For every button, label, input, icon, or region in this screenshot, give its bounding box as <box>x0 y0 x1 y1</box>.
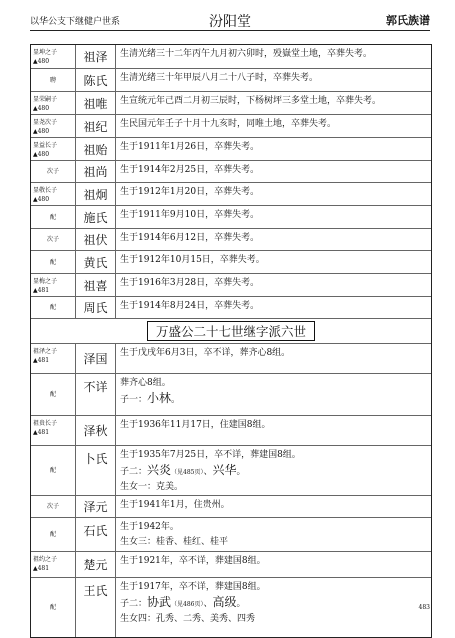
person-name: 不详 <box>76 374 116 415</box>
person-name: 施氏 <box>76 206 116 228</box>
table-row <box>31 250 431 273</box>
person-name: 祖贻 <box>76 138 116 160</box>
bio-cell: 生宣统元年己酉二月初三辰时，下杨树坪三多堂土地，卒葬失考。 <box>120 96 382 106</box>
genealogy-table <box>30 44 432 638</box>
bio-cell: 生于1916年3月28日，卒葬失考。 <box>120 278 260 288</box>
bio-cell: 生于1914年2月25日，卒葬失考。 <box>120 165 260 175</box>
person-name: 祖尚 <box>76 161 116 182</box>
bio-cell: 生于1912年1月20日，卒葬失考。 <box>120 187 260 197</box>
relation-cell: 配 <box>31 251 76 273</box>
table-row <box>31 373 431 415</box>
bio-cell: 生于1935年7月25日，卒不详，葬建国8组。 子二：兴炎（见485页）、兴华。 生女一：克美。 <box>120 450 301 492</box>
header-lineage-title: 以华公支下继健户世系 <box>30 17 121 27</box>
bio-cell: 生于1942年。 生女三：桂香、桂红、桂平 <box>120 522 229 547</box>
relation-cell: 祖约之子 ▲481 <box>31 552 76 577</box>
relation-cell: 显梅之子 ▲481 <box>31 274 76 296</box>
relation-cell: 显荣嗣子 ▲480 <box>31 92 76 114</box>
table-row <box>31 273 431 296</box>
relation-cell: 显敬长子 ▲480 <box>31 183 76 205</box>
bio-cell: 生于1914年6月12日，卒葬失考。 <box>120 233 260 243</box>
person-name: 祖喜 <box>76 274 116 296</box>
person-name: 卜氏 <box>76 446 116 495</box>
relation-cell: 配 <box>31 206 76 228</box>
bio-cell: 生于1914年8月24日，卒葬失考。 <box>120 301 260 311</box>
son-name: 兴华 <box>212 463 237 477</box>
person-name: 泽秋 <box>76 416 116 445</box>
son-name: 协武 <box>147 595 172 609</box>
bio-cell: 生于1936年11月17日，住建国8组。 <box>120 420 271 430</box>
table-row <box>31 205 431 228</box>
table-row <box>31 91 431 114</box>
son-name: 兴炎 <box>147 463 172 477</box>
table-row <box>31 160 431 182</box>
relation-cell: 祖贵长子 ▲481 <box>31 416 76 445</box>
person-name: 楚元 <box>76 552 116 577</box>
generation-banner-text: 万盛公二十七世继字派六世 <box>147 321 315 341</box>
table-row <box>31 445 431 495</box>
page-number: 483 <box>418 604 430 611</box>
header-book-title: 郭氏族谱 <box>386 14 430 27</box>
bio-cell: 葬齐心8组。 子一：小林。 <box>120 378 181 405</box>
person-name: 周氏 <box>76 297 116 318</box>
person-name: 祖泽 <box>76 45 116 68</box>
page-header <box>30 10 430 31</box>
bio-cell: 生于1911年1月26日，卒葬失考。 <box>120 142 260 152</box>
table-row <box>31 182 431 205</box>
bio-cell: 生于1941年1月，住贵州。 <box>120 500 230 510</box>
bio-cell: 生清光绪三十二年丙午九月初六卯时，殁嶽堂土地，卒葬失考。 <box>120 49 373 59</box>
person-name: 祖纪 <box>76 115 116 137</box>
relation-cell: 聘 <box>31 69 76 91</box>
person-name: 陈氏 <box>76 69 116 91</box>
generation-26-rows <box>31 45 431 318</box>
person-name: 泽元 <box>76 496 116 517</box>
relation-cell: 配 <box>31 578 76 637</box>
person-name: 黄氏 <box>76 251 116 273</box>
table-row <box>31 45 431 68</box>
table-row <box>31 228 431 250</box>
relation-cell: 配 <box>31 297 76 318</box>
relation-cell: 配 <box>31 446 76 495</box>
bio-cell: 生于1911年9月10日，卒葬失考。 <box>120 210 260 220</box>
person-name: 祖唯 <box>76 92 116 114</box>
bio-cell: 生于戊戌年6月3日，卒不详，葬齐心8组。 <box>120 348 291 358</box>
son-name: 高级 <box>212 595 237 609</box>
relation-cell: 祖泽之子 ▲481 <box>31 344 76 373</box>
table-row <box>31 296 431 318</box>
table-row <box>31 495 431 517</box>
relation-cell: 配 <box>31 518 76 551</box>
person-name: 祖炯 <box>76 183 116 205</box>
header-hall-name: 汾阳堂 <box>209 14 251 30</box>
table-row <box>31 517 431 551</box>
generation-banner <box>31 318 431 343</box>
relation-cell: 配 <box>31 374 76 415</box>
relation-cell: 次子 <box>31 161 76 182</box>
son-name: 小林 <box>147 391 172 405</box>
relation-cell: 显坤之子 ▲480 <box>31 45 76 68</box>
person-name: 泽国 <box>76 344 116 373</box>
bio-cell: 生于1917年，卒不详，葬建国8组。 子二：协武（见486页）、高级。 生女四：孔秀、二秀、美秀、四秀 <box>120 582 266 624</box>
person-name: 祖伏 <box>76 229 116 250</box>
table-row <box>31 551 431 577</box>
relation-cell: 次子 <box>31 229 76 250</box>
table-row <box>31 114 431 137</box>
table-row <box>31 343 431 373</box>
person-name: 王氏 <box>76 578 116 637</box>
relation-cell: 次子 <box>31 496 76 517</box>
relation-cell: 显尧次子 ▲480 <box>31 115 76 137</box>
bio-cell: 生于1912年10月15日，卒葬失考。 <box>120 255 265 265</box>
bio-cell: 生清光绪三十年甲辰八月二十八子时，卒葬失考。 <box>120 73 319 83</box>
table-row <box>31 577 431 637</box>
person-name: 石氏 <box>76 518 116 551</box>
bio-cell: 生民国元年壬子十月十九亥时，同唯土地，卒葬失考。 <box>120 119 337 129</box>
table-row <box>31 415 431 445</box>
table-row <box>31 137 431 160</box>
table-row <box>31 68 431 91</box>
bio-cell: 生于1921年，卒不详，葬建国8组。 <box>120 556 266 566</box>
relation-cell: 显益长子 ▲480 <box>31 138 76 160</box>
